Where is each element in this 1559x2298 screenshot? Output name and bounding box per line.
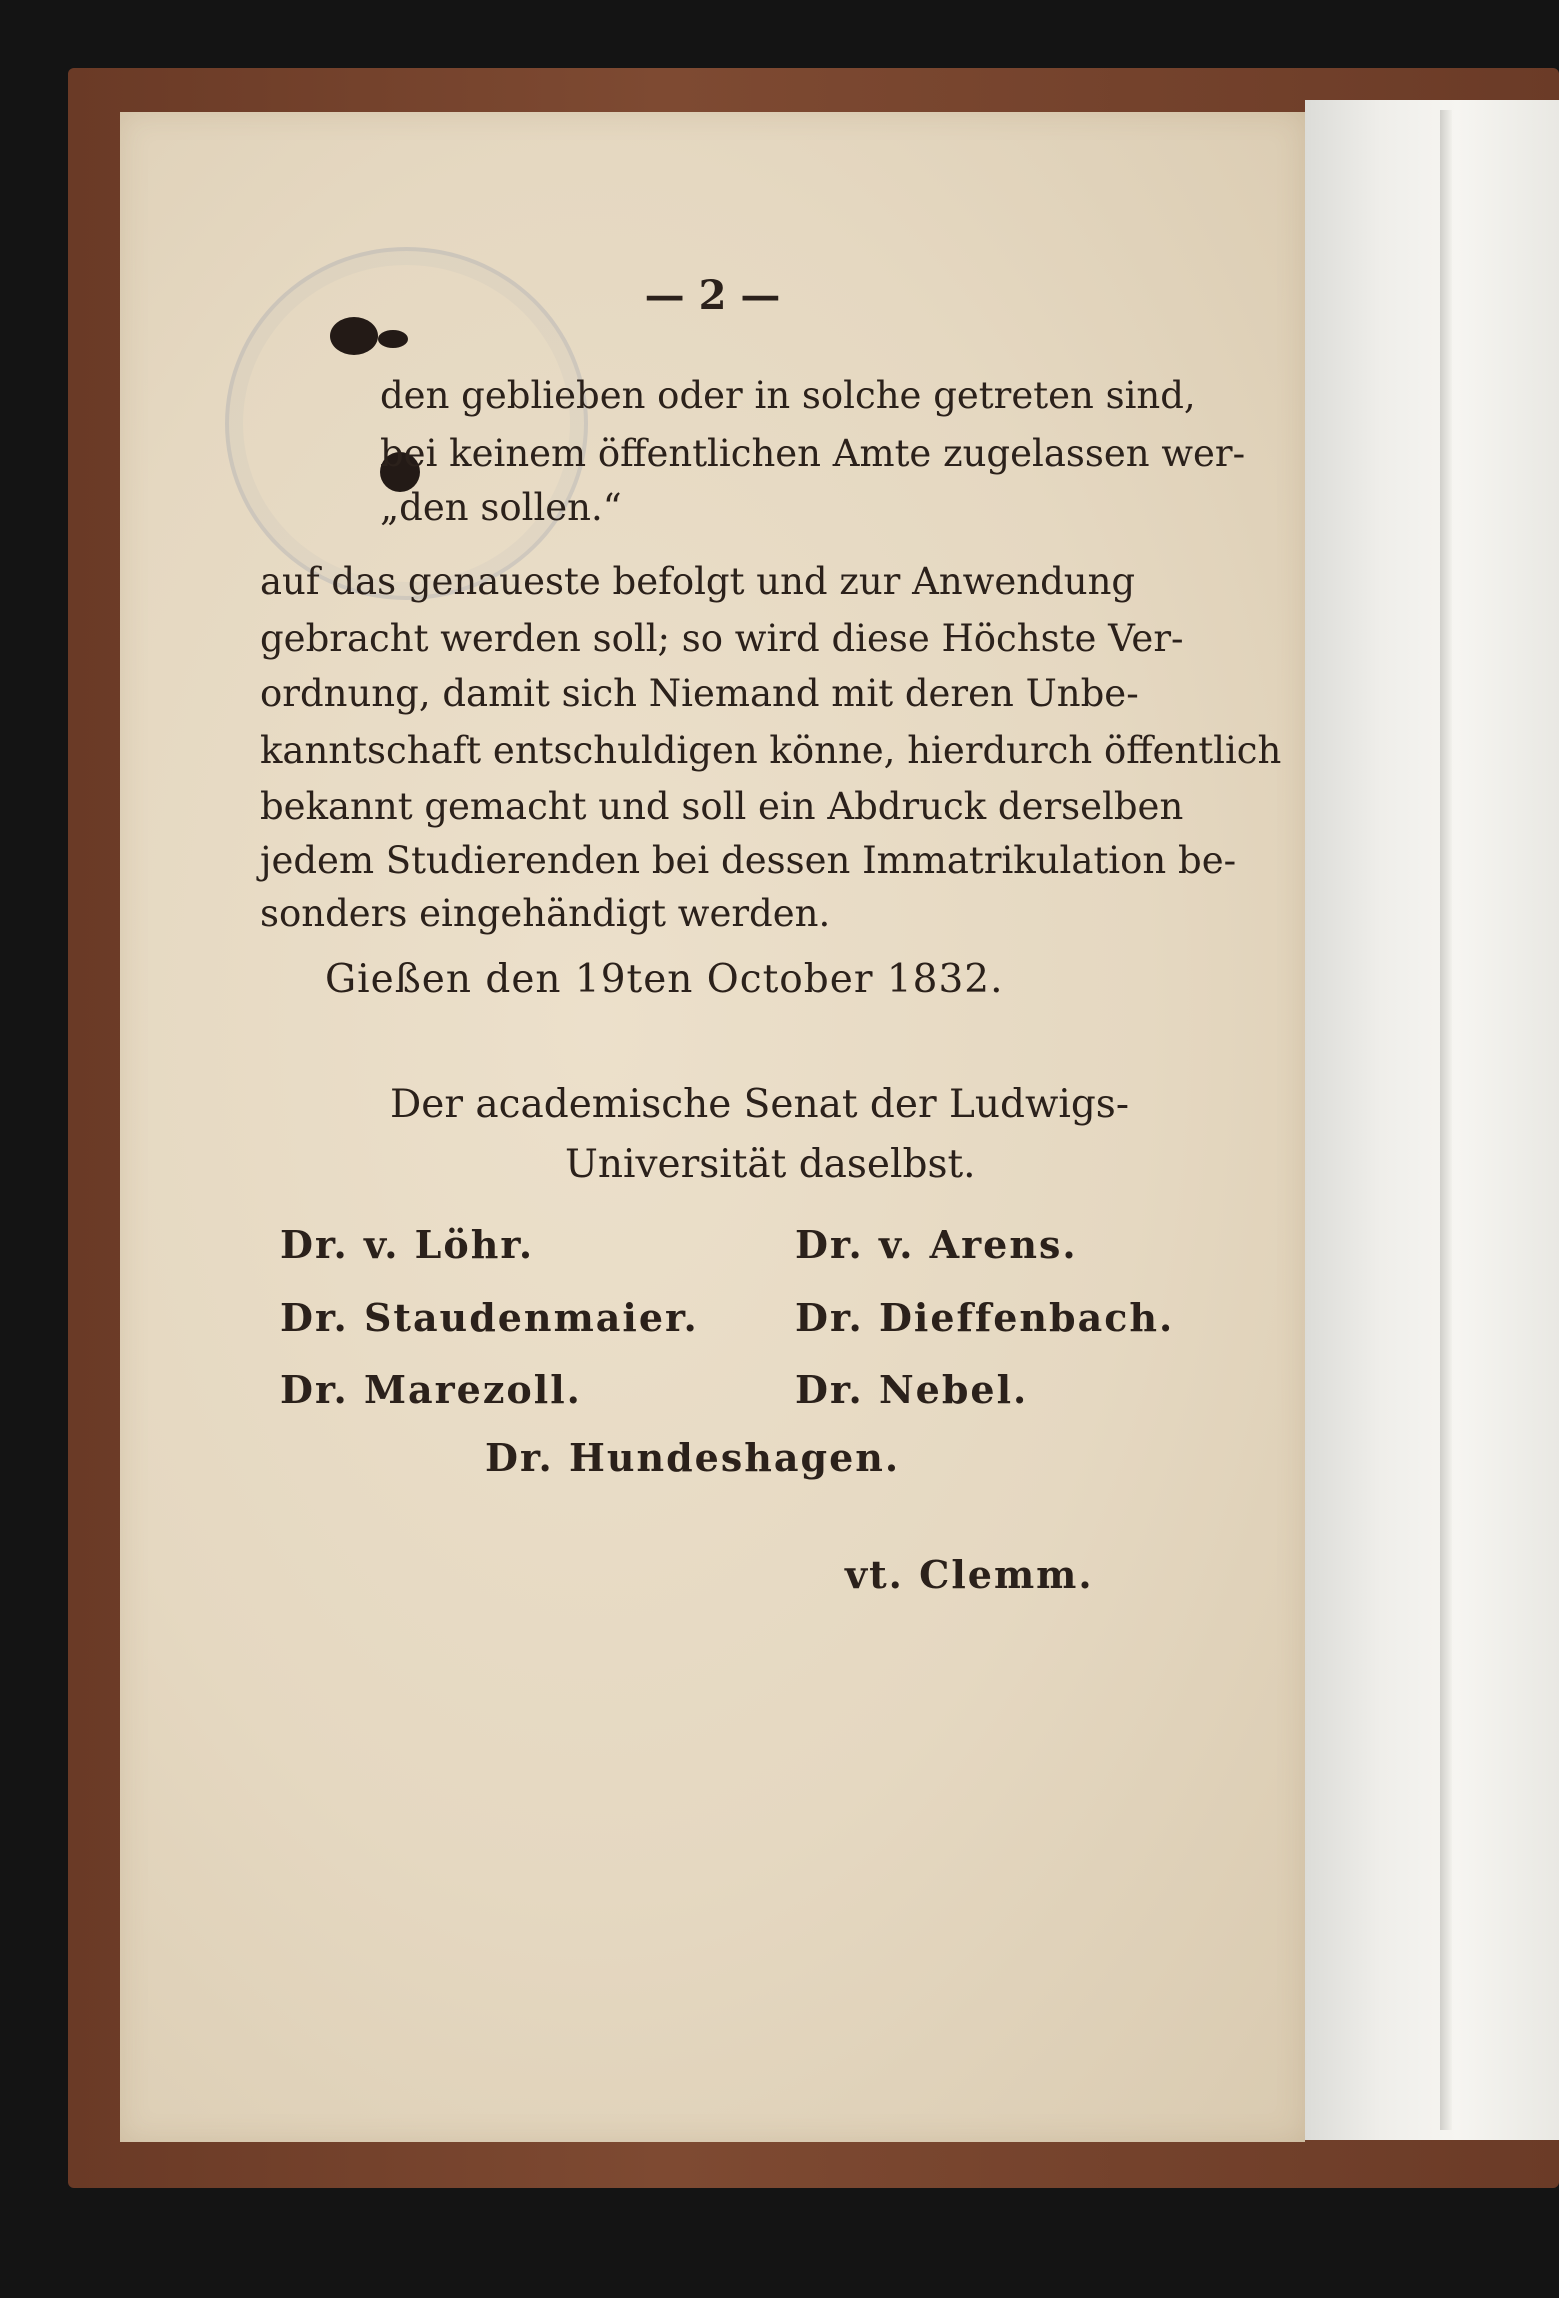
signatory: Dr. Hundeshagen. [485,1435,901,1480]
ink-blot [378,330,408,348]
date-line: Gießen den 19ten October 1832. [325,957,1004,1002]
quote-line: „den sollen.“ [380,486,622,529]
body-line: sonders eingehändigt werden. [260,892,831,935]
body-line: auf das genaueste befolgt und zur Anwendung [260,560,1136,603]
document-page [120,112,1305,2142]
signatory: Dr. Marezoll. [280,1367,582,1412]
signatory: Dr. Staudenmaier. [280,1295,699,1340]
body-line: jedem Studierenden bei dessen Immatrikulation be- [260,839,1237,882]
signatory: Dr. v. Löhr. [280,1222,535,1267]
senate-line: Der academische Senat der Ludwigs- [390,1082,1130,1127]
countersign: vt. Clemm. [845,1552,1094,1597]
body-line: bekannt gemacht und soll ein Abdruck derselben [260,785,1184,828]
body-line: kanntschaft entschuldigen könne, hierdurch öffentlich [260,729,1282,772]
body-line: gebracht werden soll; so wird diese Höchste Ver- [260,617,1184,660]
signatory: Dr. v. Arens. [795,1222,1078,1267]
endpaper [1305,100,1559,2140]
quote-line: den geblieben oder in solche getreten sind, [380,374,1196,417]
signatory: Dr. Dieffenbach. [795,1295,1175,1340]
signatory: Dr. Nebel. [795,1367,1029,1412]
quote-line: bei keinem öffentlichen Amte zugelassen wer- [380,432,1246,475]
ink-blot [330,317,378,355]
endpaper-fold [1440,110,1452,2130]
page-number: — 2 — [644,272,781,319]
senate-line: Universität daselbst. [565,1142,976,1187]
body-line: ordnung, damit sich Niemand mit deren Unbe- [260,672,1139,715]
